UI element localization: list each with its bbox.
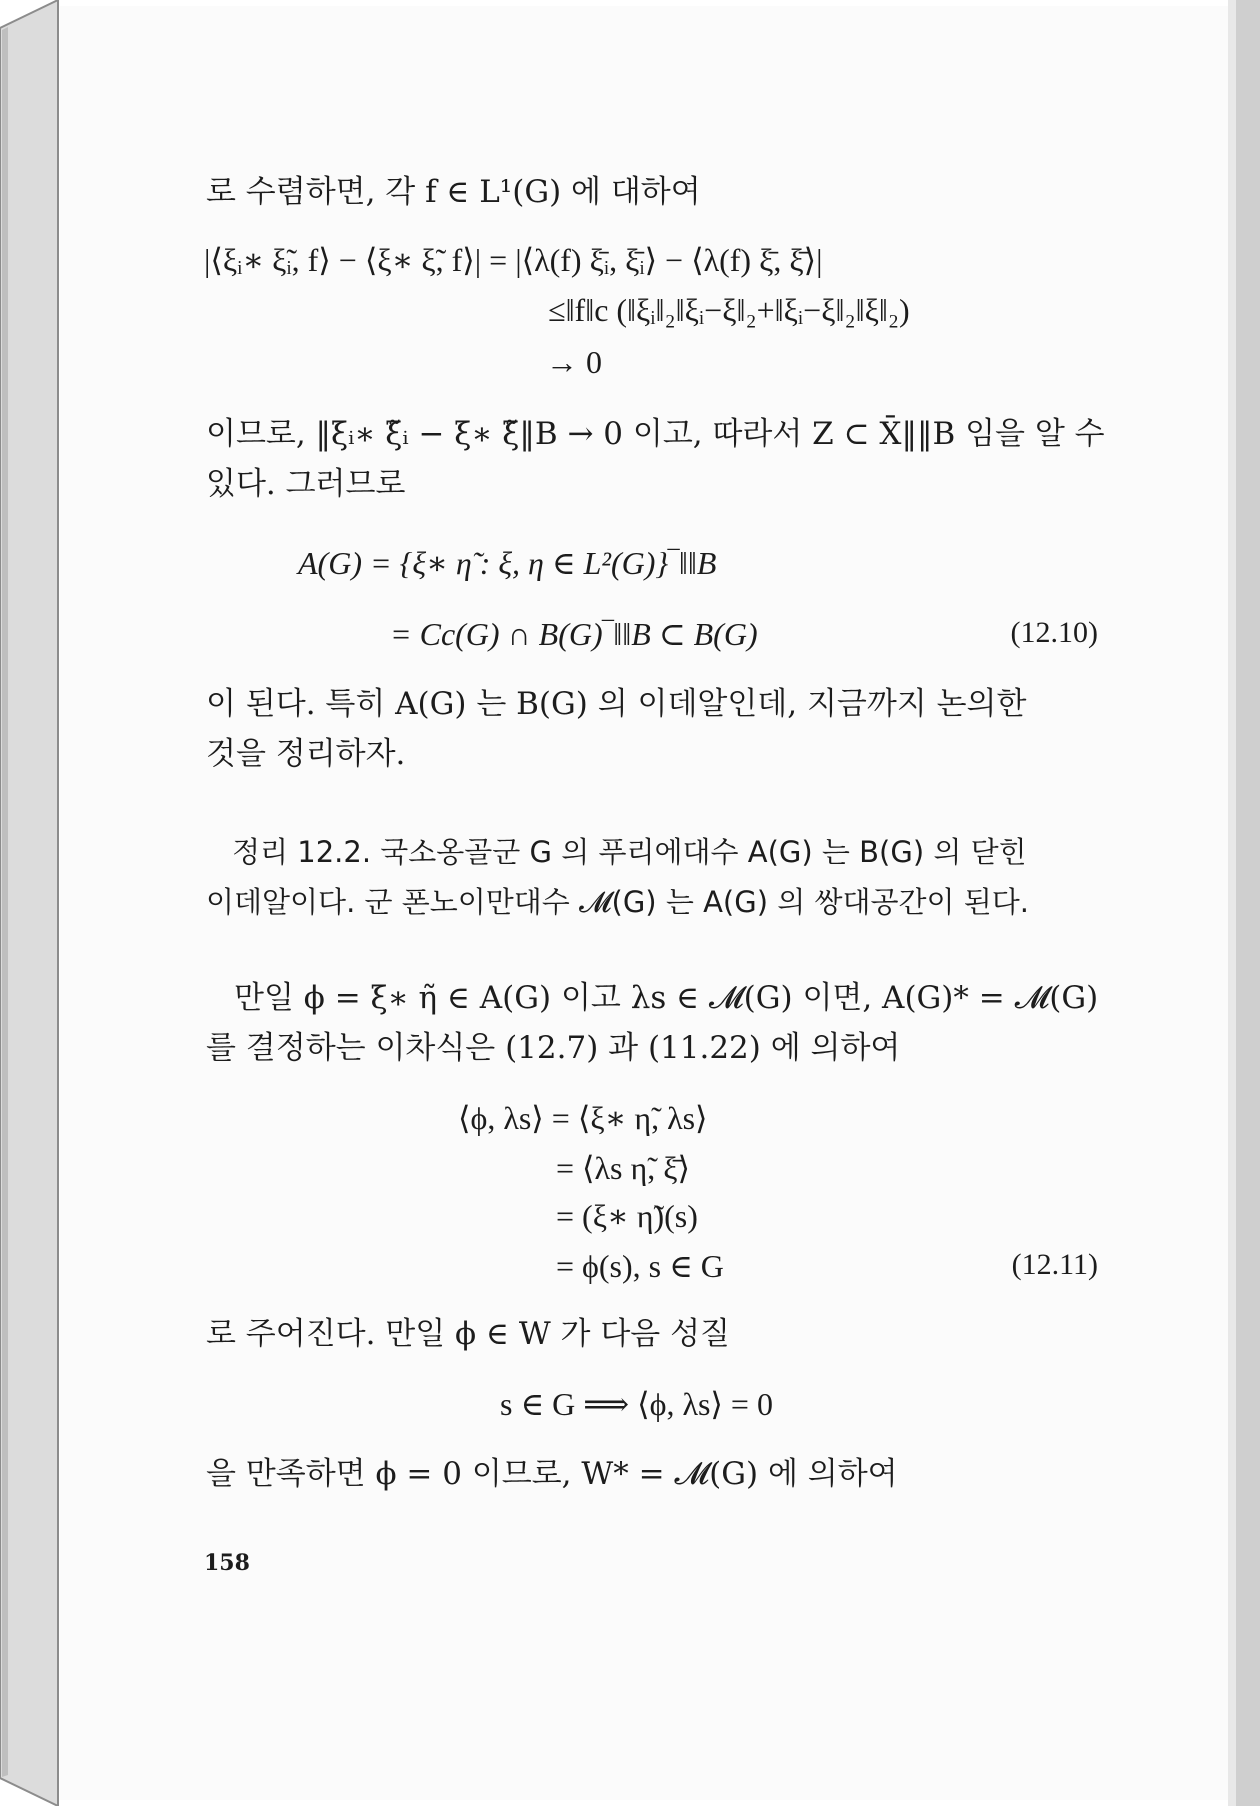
equation-line: = (ξ∗ η̃)(s) bbox=[556, 1198, 698, 1234]
equation-line: ≤‖f‖c (‖ξᵢ‖₂‖ξᵢ−ξ‖₂+‖ξᵢ−ξ‖₂‖ξ‖₂) bbox=[548, 292, 910, 328]
page-number: 158 bbox=[204, 1550, 250, 1576]
equation-number: (12.11) bbox=[1011, 1248, 1098, 1281]
equation-line: = ϕ(s), s ∈ G bbox=[556, 1248, 724, 1284]
equation-line: = ⟨λs η̃, ξ̄⟩ bbox=[556, 1150, 690, 1186]
text-line: 있다. 그러므로 bbox=[206, 466, 406, 502]
text-line: 로 주어진다. 만일 ϕ ∈ W 가 다음 성질 bbox=[206, 1316, 730, 1352]
equation-line: → 0 bbox=[546, 344, 602, 380]
equation-line: |⟨ξᵢ∗ ξ̃ᵢ, f⟩ − ⟨ξ∗ ξ̃, f⟩| = |⟨λ(f) ξ̄ᵢ, ξ̄ᵢ⟩ − ⟨λ(f) ξ̄, ξ̄⟩| bbox=[204, 242, 823, 278]
equation-line: s ∈ G ⟹ ⟨ϕ, λs⟩ = 0 bbox=[500, 1386, 773, 1422]
text-line: 것을 정리하자. bbox=[206, 736, 406, 772]
theorem-line: 이데알이다. 군 폰노이만대수 𝓜(G) 는 A(G) 의 쌍대공간이 된다. bbox=[206, 885, 1029, 919]
equation-line: A(G) = {ξ∗ η̃ : ξ, η ∈ L²(G)}‾‖‖B bbox=[298, 545, 717, 581]
equation-number: (12.10) bbox=[1010, 616, 1098, 649]
text-line: 만일 ϕ = ξ∗ η̃ ∈ A(G) 이고 λs ∈ 𝓜(G) 이면, A(G)* = 𝓜(G) bbox=[234, 980, 1099, 1016]
equation-line: = Cc(G) ∩ B(G)‾‖‖B ⊂ B(G) bbox=[390, 616, 758, 652]
text-line: 이 된다. 특히 A(G) 는 B(G) 의 이데알인데, 지금까지 논의한 bbox=[206, 686, 1027, 722]
theorem-line: 정리 12.2. 국소옹골군 G 의 푸리에대수 A(G) 는 B(G) 의 닫힌 bbox=[232, 835, 1027, 869]
text-line: 를 결정하는 이차식은 (12.7) 과 (11.22) 에 의하여 bbox=[206, 1030, 901, 1066]
text-line: 을 만족하면 ϕ = 0 이므로, W* = 𝓜(G) 에 의하여 bbox=[206, 1456, 898, 1492]
equation-line: ⟨ϕ, λs⟩ = ⟨ξ∗ η̃, λs⟩ bbox=[458, 1100, 708, 1136]
text-line: 이므로, ‖ξᵢ∗ ξ̃ᵢ − ξ∗ ξ̃‖B → 0 이고, 따라서 Z ⊂ X̄‖‖B 임을 알 수 bbox=[206, 416, 1105, 452]
text-line: 로 수렴하면, 각 f ∈ L¹(G) 에 대하여 bbox=[206, 174, 701, 210]
